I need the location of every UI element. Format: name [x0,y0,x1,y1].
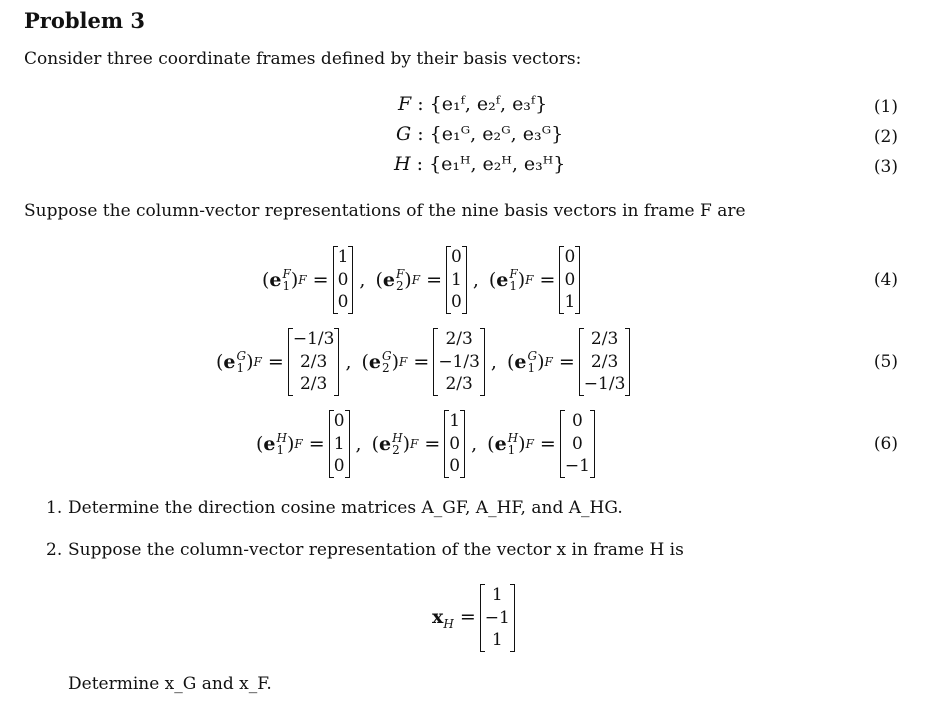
matrix-e1-g: −1/3 2/3 2/3 [288,328,340,395]
vector-e1-f: ( e F 1 ) F = [262,267,329,293]
frame-g-definition: G : {e₁ᴳ, e₂ᴳ, e₃ᴳ} [396,123,564,145]
equation-number-3: (3) [873,157,898,177]
frame-f-definition: F : {e₁ᶠ, e₂ᶠ, e₃ᶠ} [398,93,548,115]
matrix-e3-h: 0 0 −1 [560,410,595,477]
basis-row-h: ( e H 1 ) F = 0 1 0 , ( e H 2 ) F = 1 0 0 , ( e H 1 ) F = 0 0 −1 [256,408,599,480]
list-item-1: 1. Determine the direction cosine matrices A_GF, A_HF, and A_HG. [46,498,623,518]
vector-x-h: $x_H$ = 1 −1 1 [432,582,519,654]
vector-e2-h: ( e H 2 ) F = [371,431,441,457]
vector-e3-h: ( e H 1 ) F = [487,431,556,457]
matrix-e2-g: 2/3 −1/3 2/3 [433,328,485,395]
final-text: Determine x_G and x_F. [68,674,272,694]
equation-number-2: (2) [873,127,898,147]
matrix-e1-f: 1 0 0 [333,246,354,313]
frame-h-definition: H : {e₁ᴴ, e₂ᴴ, e₃ᴴ} [394,153,566,175]
matrix-e3-f: 0 0 1 [559,246,580,313]
list-item-2: 2. Suppose the column-vector representation of the vector x in frame H is [46,540,684,560]
equation-number-4: (4) [873,270,898,290]
intro-text: Consider three coordinate frames defined by their basis vectors: [24,49,582,69]
problem-title: Problem 3 [24,8,146,33]
basis-row-f: ( e F 1 ) F = 1 0 0 , ( e F 2 ) F = 0 1 0 , ( e F 1 ) F = 0 0 1 [262,244,584,316]
basis-row-g: ( e G 1 ) F = −1/3 2/3 2/3 , ( e G 2 ) F = 2/3 −1/3 2/3 , ( e G 1 ) F = 2/3 2/3 −1/3 [216,326,634,398]
equation-number-5: (5) [873,352,898,372]
matrix-e2-h: 1 0 0 [444,410,465,477]
vector-e3-f: ( e F 1 ) F = [488,267,556,293]
vector-e3-g: ( e G 1 ) F = [506,349,575,375]
vector-e1-g: ( e G 1 ) F = [216,349,284,375]
equation-number-6: (6) [873,434,898,454]
matrix-e3-g: 2/3 2/3 −1/3 [579,328,631,395]
vector-e1-h: ( e H 1 ) F = [256,431,325,457]
matrix-e2-f: 0 1 0 [446,246,467,313]
suppose-text: Suppose the column-vector representations of the nine basis vectors in frame F are [24,201,746,221]
matrix-e1-h: 0 1 0 [329,410,350,477]
equation-number-1: (1) [873,97,898,117]
vector-e2-g: ( e G 2 ) F = [361,349,430,375]
matrix-x-h: 1 −1 1 [480,584,515,651]
vector-e2-f: ( e F 2 ) F = [375,267,442,293]
